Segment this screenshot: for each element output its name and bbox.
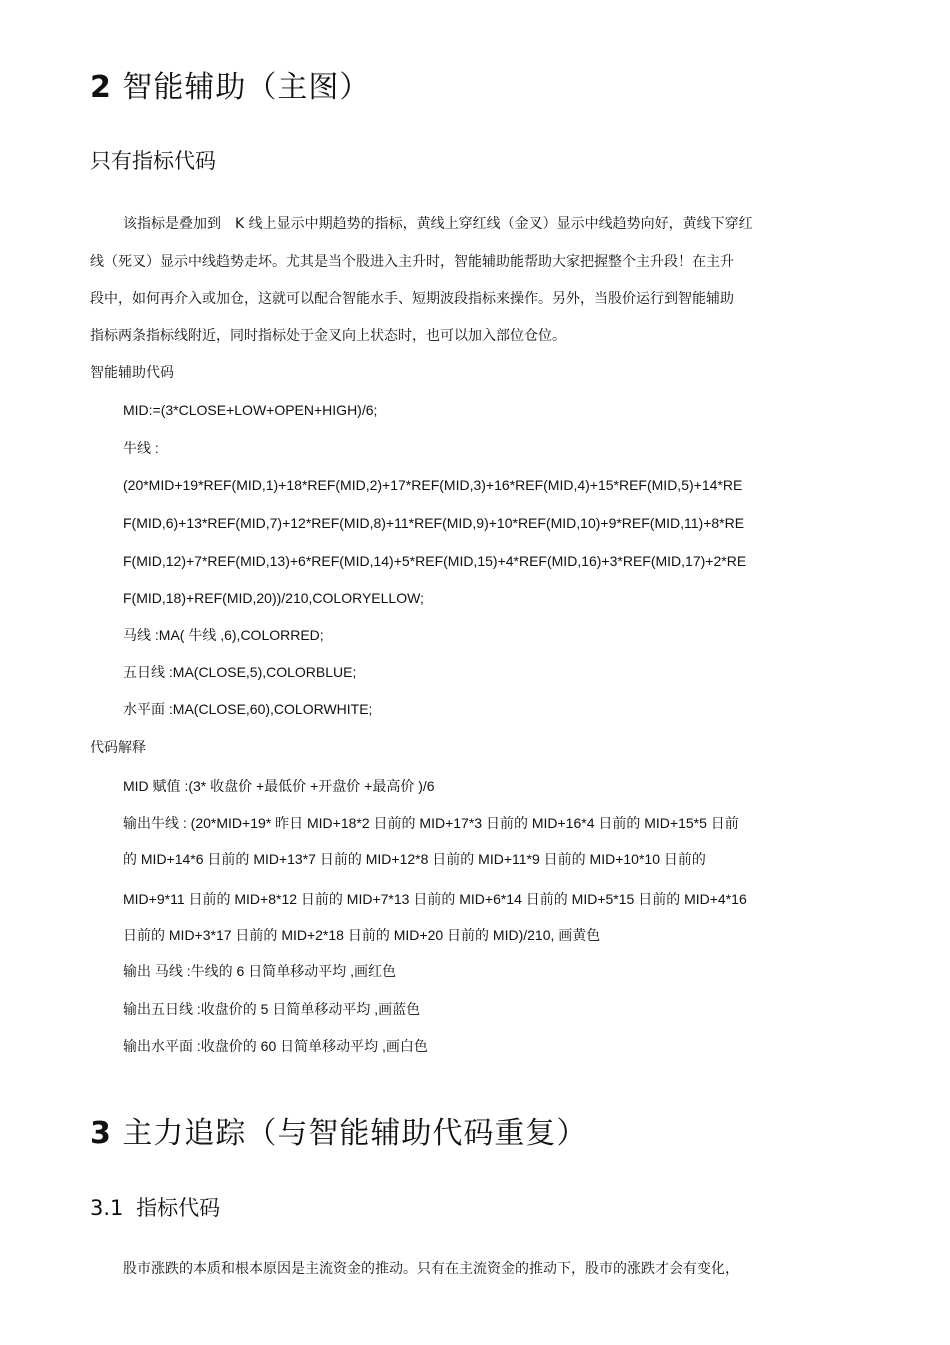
intro-line-2: 线（死叉）显示中线趋势走坏。尤其是当个股进入主升时，智能辅助能帮助大家把握整个主升段！在主升 [90, 254, 734, 270]
explain-line: MID+9*11 日前的 MID+8*12 日前的 MID+7*13 日前的 MID+6*14 日前的 MID+5*15 日前的 MID+4*16 [123, 891, 747, 907]
explain-line: MID 赋值 :(3* 收盘价 +最低价 +开盘价 +最高价 )/6 [123, 778, 435, 794]
code-line: 马线 :MA( 牛线 ,6),COLORRED; [123, 627, 324, 643]
section-3-1-heading [90, 1192, 220, 1222]
intro-line-4: 指标两条指标线附近，同时指标处于金叉向上状态时，也可以加入部位仓位。 [90, 328, 566, 344]
code-line: (20*MID+19*REF(MID,1)+18*REF(MID,2)+17*REF(MID,3)+16*REF(MID,4)+15*REF(MID,5)+14*RE [123, 477, 743, 493]
explain-line: 输出水平面 :收盘价的 60 日简单移动平均 ,画白色 [123, 1038, 428, 1054]
section-3-heading [90, 1108, 587, 1152]
explain-line: 的 MID+14*6 日前的 MID+13*7 日前的 MID+12*8 日前的 MID+11*9 日前的 MID+10*10 日前的 [123, 851, 706, 867]
code-line: F(MID,6)+13*REF(MID,7)+12*REF(MID,8)+11*REF(MID,9)+10*REF(MID,10)+9*REF(MID,11)+8*RE [123, 515, 745, 531]
explain-line: 输出 马线 :牛线的 6 日简单移动平均 ,画红色 [123, 963, 397, 979]
code-line: F(MID,12)+7*REF(MID,13)+6*REF(MID,14)+5*REF(MID,15)+4*REF(MID,16)+3*REF(MID,17)+2*RE [123, 553, 747, 569]
section-2-number: 2 [90, 70, 112, 105]
code-line: 五日线 :MA(CLOSE,5),COLORBLUE; [123, 664, 357, 680]
section-3-intro: 股市涨跌的本质和根本原因是主流资金的推动。只有在主流资金的推动下，股市的涨跌才会有变化， [123, 1261, 739, 1277]
section-3-1-number: 3.1 [90, 1196, 124, 1220]
section-3-number: 3 [90, 1116, 112, 1151]
explain-line: 输出牛线 : (20*MID+19* 昨日 MID+18*2 日前的 MID+17*3 日前的 MID+16*4 日前的 MID+15*5 日前 [123, 815, 739, 831]
explain-label: 代码解释 [90, 740, 146, 756]
code-line: MID:=(3*CLOSE+LOW+OPEN+HIGH)/6; [123, 402, 378, 418]
section-3-1-title: 指标代码 [136, 1196, 221, 1220]
explain-line: 日前的 MID+3*17 日前的 MID+2*18 日前的 MID+20 日前的 MID)/210, 画黄色 [123, 927, 601, 943]
section-3-title: 主力追踪（与智能辅助代码重复） [122, 1116, 588, 1151]
intro-line-3: 段中，如何再介入或加仓，这就可以配合智能水手、短期波段指标来操作。另外，当股价运行到智能辅助 [90, 291, 734, 307]
section-2-subheading: 只有指标代码 [90, 149, 216, 173]
section-2-title: 智能辅助（主图） [122, 70, 371, 105]
section-2-heading [90, 62, 370, 106]
intro-line-1: 该指标是叠加到 K 线上显示中期趋势的指标，黄线上穿红线（金叉）显示中线趋势向好，黄线下穿红 [123, 216, 753, 232]
code-line: F(MID,18)+REF(MID,20))/210,COLORYELLOW; [123, 590, 424, 606]
code-label: 智能辅助代码 [90, 365, 174, 381]
code-line: 水平面 :MA(CLOSE,60),COLORWHITE; [123, 701, 373, 717]
code-line: 牛线 : [123, 440, 159, 456]
explain-line: 输出五日线 :收盘价的 5 日简单移动平均 ,画蓝色 [123, 1001, 421, 1017]
